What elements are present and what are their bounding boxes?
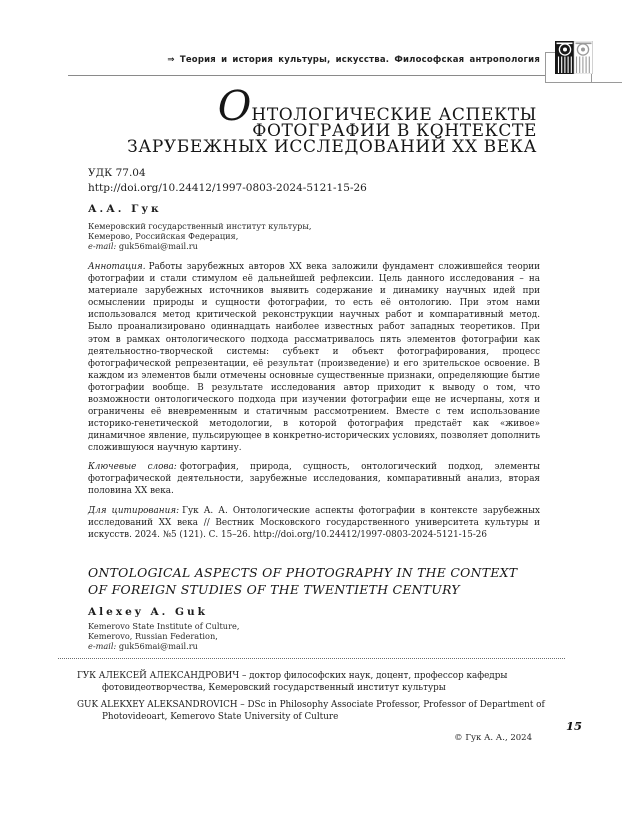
email-address-en: guk56mai@mail.ru <box>118 641 198 652</box>
title-en-line2: OF FOREIGN STUDIES OF THE TWENTIETH CENTURY <box>88 581 460 597</box>
author-name-ru: А.А. Гук <box>88 203 162 215</box>
doi-link: http://doi.org/10.24412/1997-0803-2024-5121-15-26 <box>88 181 367 194</box>
header-rule <box>68 75 545 76</box>
email-line-en <box>88 641 565 651</box>
ionic-column-icon <box>555 41 593 78</box>
email-label-ru: e-mail: <box>88 241 117 251</box>
title-en-line1: ONTOLOGICAL ASPECTS OF PHOTOGRAPHY IN THE CONTEXT <box>88 565 518 581</box>
author-affiliation-en <box>88 621 565 651</box>
logo-bracket-vertical <box>545 52 546 83</box>
page-number: 15 <box>566 719 583 733</box>
citation-paragraph <box>88 505 540 541</box>
abstract-paragraph <box>88 261 540 455</box>
email-address-ru: guk56mai@mail.ru <box>118 241 198 251</box>
udc-number: УДК 77.04 <box>88 167 146 179</box>
affiliation-ru-line1: Кемеровский государственный институт культуры, <box>88 221 312 231</box>
email-label-en: e-mail: <box>88 641 117 652</box>
author-affiliation-ru <box>88 221 312 251</box>
udc-doi-block <box>88 166 367 195</box>
article-title-en <box>88 565 565 598</box>
affiliation-ru-line2: Кемерово, Российская Федерация, <box>88 231 239 241</box>
article-title-ru <box>127 82 537 157</box>
article-body-column <box>58 261 565 743</box>
author-bio-en: GUK ALEKXEY ALEKSANDROVICH – DSc in Philosophy Associate Professor, Professor of Department of Photovideoart, Kemerovo State University of Culture <box>77 700 545 722</box>
title-ru-line2: ФОТОГРАФИИ В КОНТЕКСТЕ <box>252 121 537 141</box>
abstract-text: Работы зарубежных авторов XX века заложили фундамент сложившейся теории фотографии и стали стимулом её дальнейшей рефлексии. Цель данного исследования – на материале зарубежных источников выявить содержание и динамику научных идей при осмыслении природы и сущности фотографии, то есть её онтологию. При этом нами использовался метод критической реконструкции научных работ и компаративный метод. Было проанализировано одиннадцать наиболее известных работ западных теоретиков. При этом в рамках онтологического подхода рассматривалось пять элементов фотографии как деятельностно-творческой системы: субъект и объект фотографирования, процесс фотографической репрезентации, её результат (произведение) и его зрительское освоение. В каждом из элементов были отмечены основные существенные признаки, определяющие бытие фотографии вообще. В результате исследования автор приходит к выводу о том, что возможности онтологического подхода при изучении фотографии еще не исчерпаны, хотя и ограничены её вневременным и статичным рассмотрением. Вместе с тем использование историко-генетической методологии, в которой фотография предстаёт как «живое» динамичное явление, пульсирующее в конкретно-исторических условиях, позволяет дополнить сложившуюся научную картину. <box>88 262 540 454</box>
title-ru-line3: ЗАРУБЕЖНЫХ ИССЛЕДОВАНИЙ XX ВЕКА <box>127 137 537 157</box>
author-bio-ru: ГУК АЛЕКСЕЙ АЛЕКСАНДРОВИЧ – доктор философских наук, доцент, профессор кафедры фотовидеотворчества, Кемеровский государственный институт культуры <box>77 671 508 693</box>
author-name-en: Alexey A. Guk <box>88 606 208 619</box>
copyright-notice: © Гук А. А., 2024 <box>454 733 532 744</box>
title-ru-line1: ОНТОЛОГИЧЕСКИЕ АСПЕКТЫ <box>217 82 537 130</box>
dotted-divider <box>58 657 565 659</box>
affiliation-en-line2: Kemerovo, Russian Federation, <box>88 631 218 642</box>
citation-text: Гук А. А. Онтологические аспекты фотографии в контексте зарубежных исследований XX века // Вестник Московского государственного университета культуры и искусств. 2024. №5 (121). С. 15–26. http://doi.org/10.24412/1997-0803-2024-5121-15-26 <box>88 505 540 540</box>
title-dropcap: О <box>217 82 252 130</box>
email-line-ru <box>88 241 312 251</box>
section-rubric: ⇒ Теория и история культуры, искусства. Философская антропология <box>167 55 540 65</box>
affiliation-en-line1: Kemerovo State Institute of Culture, <box>88 621 240 632</box>
citation-label: Для цитирования: <box>88 505 180 516</box>
keywords-paragraph <box>88 461 540 497</box>
keywords-label: Ключевые слова: <box>88 461 177 472</box>
logo-bracket-bottom <box>545 82 622 83</box>
keywords-text: фотография, природа, сущность, онтологический подход, элементы фотографической деятельности, зарубежные исследования, компаративный анализ, вторая половина XX века. <box>88 461 540 496</box>
abstract-label: Аннотация. <box>88 262 146 272</box>
